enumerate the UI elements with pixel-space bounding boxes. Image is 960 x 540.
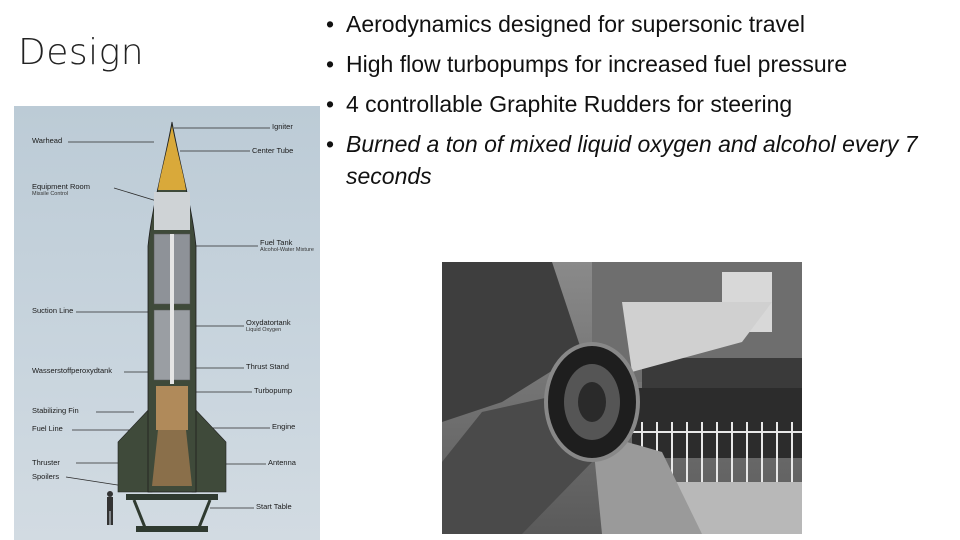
- label-antenna: Antenna: [268, 458, 296, 467]
- label-fuel-tank: Fuel Tank Alcohol-Water Mixture: [260, 238, 314, 253]
- label-start-table: Start Table: [256, 502, 292, 511]
- bullet-text: Aerodynamics designed for supersonic travel: [346, 11, 805, 37]
- bullet-item: [324, 128, 954, 192]
- label-equipment-room: Equipment Room Missile Control: [32, 182, 90, 197]
- label-center-tube: Center Tube: [252, 146, 294, 155]
- label-hydrogen-peroxide-tank: Wasserstoffperoxydtank: [32, 366, 113, 375]
- label-suction-line: Suction Line: [32, 306, 74, 315]
- bullet-text: High flow turbopumps for increased fuel pressure: [346, 51, 848, 77]
- label-thruster: Thruster: [32, 458, 60, 467]
- bullet-item: [324, 84, 954, 124]
- rocket-cutaway-diagram: [14, 106, 320, 540]
- photo-drawing: [442, 262, 802, 534]
- slide-title: Design: [18, 32, 145, 73]
- label-oxidizer-tank: Oxydatortank Liquid Oxygen: [246, 318, 291, 333]
- label-thrust-stand: Thrust Stand: [246, 362, 289, 371]
- label-turbopump: Turbopump: [254, 386, 293, 395]
- label-igniter: Igniter: [272, 122, 293, 131]
- bullet-item: [324, 4, 954, 44]
- label-engine: Engine: [272, 422, 296, 431]
- bullet-list: [324, 4, 954, 192]
- bullet-item: [324, 44, 954, 84]
- label-spoilers: Spoilers: [32, 472, 60, 481]
- bullet-text: 4 controllable Graphite Rudders for steering: [346, 91, 793, 117]
- rocket-tail-photo: [442, 262, 802, 534]
- label-fuel-line: Fuel Line: [32, 424, 63, 433]
- label-warhead: Warhead: [32, 136, 63, 145]
- label-stabilizing-fin: Stabilizing Fin: [32, 406, 79, 415]
- bullet-text: Burned a ton of mixed liquid oxygen and alcohol every 7 seconds: [346, 131, 918, 189]
